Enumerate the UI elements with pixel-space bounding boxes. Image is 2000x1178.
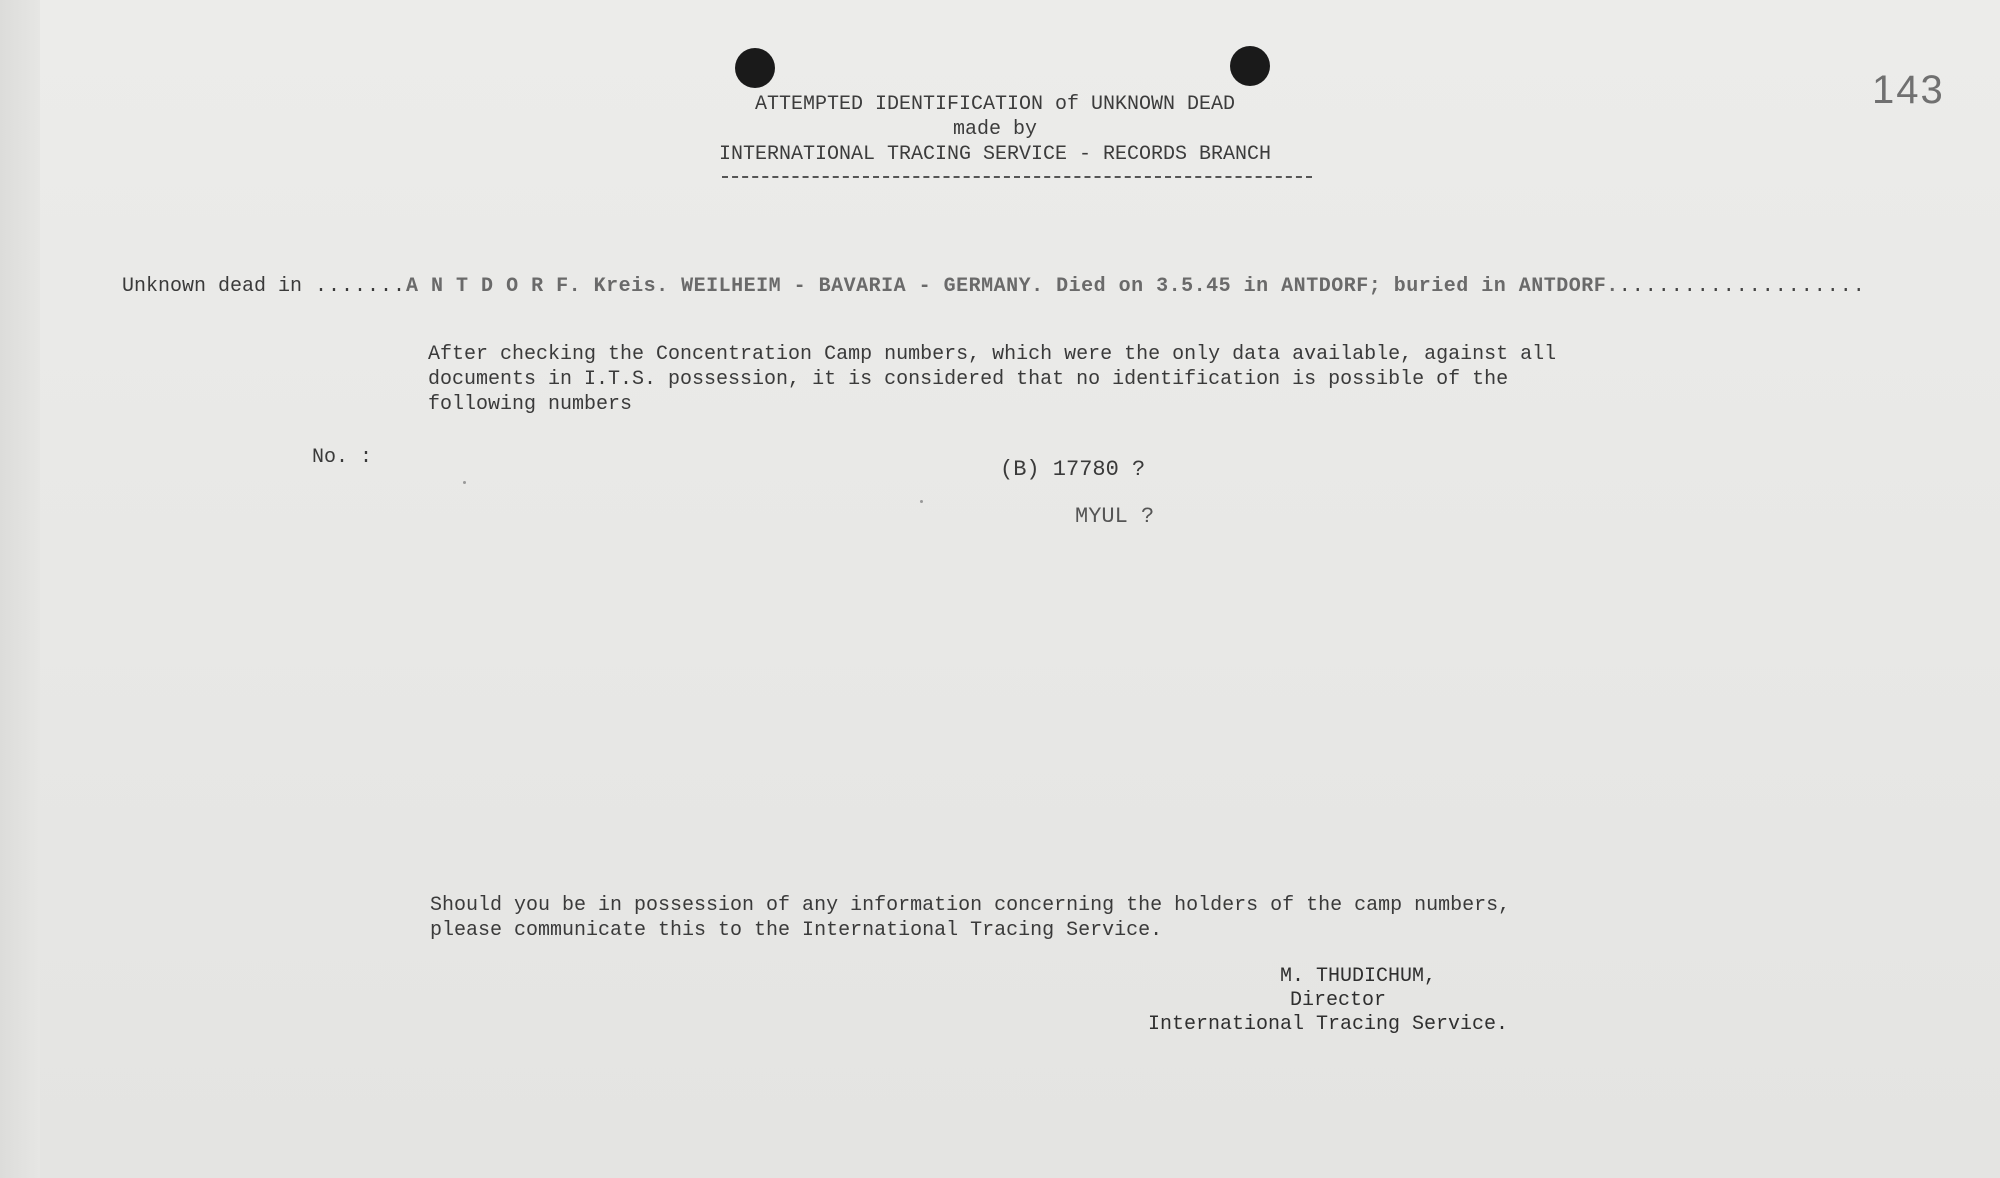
document-header xyxy=(640,92,1350,167)
paper-speck xyxy=(920,500,923,503)
punch-hole-right xyxy=(1230,46,1270,86)
signatory-organization: International Tracing Service. xyxy=(1147,1013,1509,1036)
camp-number-2: MYUL ? xyxy=(1075,504,1155,529)
closing-paragraph xyxy=(430,893,1510,943)
header-underline xyxy=(722,176,1312,178)
unknown-dead-place: A N T D O R F. Kreis. WEILHEIM - BAVARIA - GERMANY. Died on 3.5.45 in ANTDORF; buried in ANTDORF. xyxy=(406,275,1619,298)
unknown-dead-line xyxy=(122,275,1902,298)
header-organization: INTERNATIONAL TRACING SERVICE - RECORDS BRANCH xyxy=(718,143,1272,166)
closing-line-2: please communicate this to the International Tracing Service. xyxy=(430,919,1163,942)
signatory-title: Director xyxy=(1289,989,1386,1012)
leader-dots: ....... xyxy=(302,275,407,298)
header-title: ATTEMPTED IDENTIFICATION of UNKNOWN DEAD xyxy=(754,93,1236,116)
paper-edge xyxy=(0,0,40,1178)
header-made-by: made by xyxy=(952,118,1037,141)
signatory-name: M. THUDICHUM, xyxy=(1279,965,1437,988)
unknown-dead-label: Unknown dead in xyxy=(122,275,303,298)
checking-paragraph xyxy=(428,342,1556,417)
trailing-dots: ................... xyxy=(1618,275,1866,298)
camp-number-1: (B) 17780 ? xyxy=(1000,457,1146,482)
punch-hole-left xyxy=(735,48,775,88)
closing-line-1: Should you be in possession of any information concerning the holders of the camp numbers, xyxy=(430,894,1511,917)
page-number: 143 xyxy=(1872,68,1945,112)
paragraph-line-2: documents in I.T.S. possession, it is considered that no identification is possible of the xyxy=(428,368,1509,391)
paper-speck xyxy=(463,481,466,484)
paragraph-line-3: following numbers xyxy=(428,393,633,416)
paragraph-line-1: After checking the Concentration Camp numbers, which were the only data available, against all xyxy=(428,343,1557,366)
numbers-label: No. : xyxy=(312,446,373,469)
signature-block xyxy=(1138,965,1518,1037)
